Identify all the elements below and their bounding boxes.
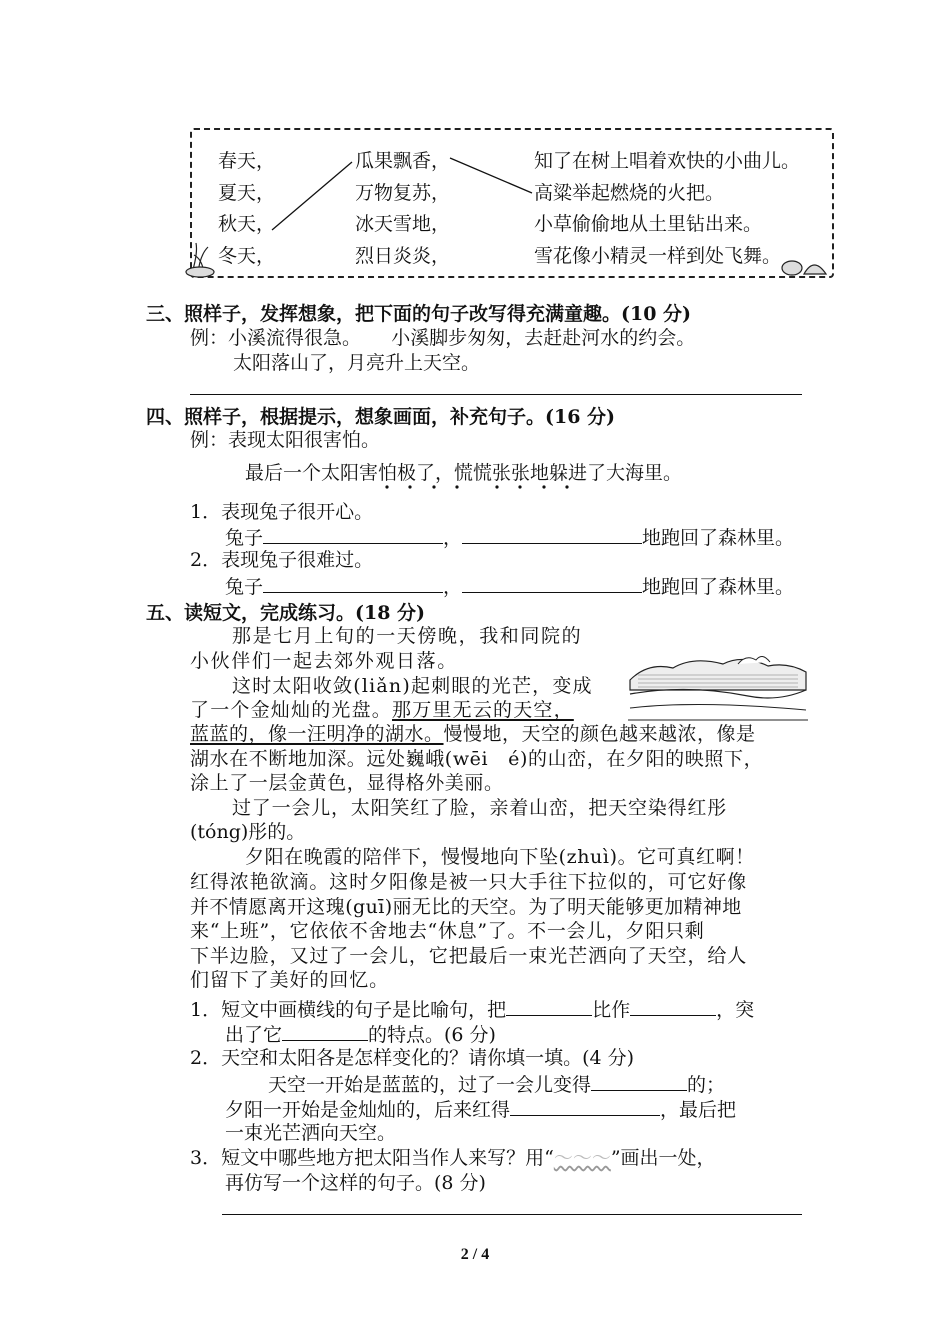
section3-example: 例：小溪流得很急。 小溪脚步匆匆，去赶赴河水的约会。: [190, 327, 696, 349]
plant-icon: [186, 243, 214, 277]
section5-q2-line1: 天空一开始是蓝蓝的，过了一会儿变得 的；: [268, 1071, 725, 1097]
q5-1-blank-2[interactable]: [630, 996, 716, 1016]
section4-q2: 2．表现兔子很难过。: [190, 549, 374, 571]
metaphor-underline-1: 那万里无云的天空，: [392, 699, 574, 721]
q2-blank-2[interactable]: [462, 573, 642, 593]
match-line-autumn-fruit: [272, 162, 352, 230]
section5-q2-line2: 夕阳一开始是金灿灿的，后来红得 ，最后把: [225, 1096, 736, 1122]
q1-blank-2[interactable]: [462, 524, 642, 544]
section4-example-sentence: 最后一个太阳害怕极了，慌慌张张地躲进了大海里。: [245, 462, 683, 484]
match-col-2: 瓜果飘香， 万物复苏， 冰天雪地， 烈日炎炎，: [355, 150, 451, 267]
passage-p2b: 了一个金灿灿的光盘。那万里无云的天空，: [190, 699, 574, 721]
section3-heading: 三、照样子，发挥想象，把下面的句子改写得充满童趣。(10 分): [146, 303, 692, 325]
q5-2-blank-2[interactable]: [510, 1096, 660, 1116]
section4-q2-line: 兔子 ， 地跑回了森林里。: [225, 573, 794, 599]
section4-heading: 四、照样子，根据提示，想象画面，补充句子。(16 分): [146, 406, 616, 428]
q5-1-blank-1[interactable]: [506, 996, 592, 1016]
passage-p4d: 来“上班”，它依依不舍地去“休息”了。不一会儿，夕阳只剩: [190, 920, 705, 942]
passage-p2d: 湖水在不断地加深。远处巍峨(wēi é)的山峦，在夕阳的映照下，: [190, 748, 764, 770]
passage-p3a: 过了一会儿，太阳笑红了脸，亲着山峦，把天空染得红彤: [232, 797, 728, 819]
q2-blank-1[interactable]: [263, 573, 443, 593]
q1-blank-1[interactable]: [263, 524, 443, 544]
passage-p4c: 并不情愿离开这瑰(guī)丽无比的天空。为了明天能够更加精神地: [190, 896, 742, 918]
match-col-3: 知了在树上唱着欢快的小曲儿。 高粱举起燃烧的火把。 小草偷偷地从土里钻出来。 雪花像小精灵一样到处飞舞。: [534, 150, 801, 267]
passage-p2e: 涂上了一层金黄色，显得格外美丽。: [190, 772, 504, 794]
passage-p1a: 那是七月上旬的一天傍晚，我和同院的: [232, 625, 583, 647]
passage-p4f: 们留下了美好的回忆。: [190, 969, 390, 991]
mountain-sunset-illustration: [628, 650, 808, 722]
section5-q2: 2．天空和太阳各是怎样变化的？请你填一填。(4 分): [190, 1047, 635, 1069]
section5-q3-line2: 再仿写一个这样的句子。(8 分): [225, 1172, 486, 1194]
wavy-line-mark: ～～～: [553, 1147, 611, 1169]
page-number: 2 / 4: [460, 1246, 490, 1263]
section3-answer-line[interactable]: [190, 394, 802, 395]
section5-q1-line2: 出了它 的特点。(6 分): [225, 1021, 496, 1047]
section5-q1-line1: 1．短文中画横线的句子是比喻句，把 比作 ，突: [190, 996, 754, 1022]
match-line-fruit-sorghum: [450, 158, 532, 193]
passage-p1b: 小伙伴们一起去郊外观日落。: [190, 650, 458, 672]
section5-q3-answer-line[interactable]: [222, 1214, 802, 1215]
match-col-1: 春天， 夏天， 秋天， 冬天，: [218, 150, 276, 267]
passage-p3b: (tóng)彤的。: [190, 821, 306, 843]
emphasis-dots: [380, 482, 580, 492]
section5-q3-line1: 3．短文中哪些地方把太阳当作人来写？用“～～～”画出一处，: [190, 1147, 716, 1169]
q5-2-blank-1[interactable]: [591, 1071, 687, 1091]
section4-q1: 1．表现兔子很开心。: [190, 501, 374, 523]
q5-1-blank-3[interactable]: [282, 1021, 368, 1041]
passage-p4e: 下半边脸，又过了一会儿，它把最后一束光芒洒向了天空，给人: [190, 945, 748, 967]
passage-p2a: 这时太阳收敛(liǎn)起刺眼的光芒，变成: [232, 675, 593, 697]
metaphor-underline-2: 蓝蓝的，像一汪明净的湖水。: [190, 723, 444, 745]
section3-question: 太阳落山了，月亮升上天空。: [233, 352, 481, 374]
section4-q1-line: 兔子 ， 地跑回了森林里。: [225, 524, 794, 550]
section5-heading: 五、读短文，完成练习。(18 分): [146, 602, 426, 624]
section4-example-label: 例：表现太阳很害怕。: [190, 429, 381, 451]
passage-p4b: 红得浓艳欲滴。这时夕阳像是被一只大手往下拉似的，可它好像: [190, 871, 748, 893]
section5-q2-line3: 一束光芒洒向天空。: [225, 1122, 397, 1144]
passage-p4a: 夕阳在晚霞的陪伴下，慢慢地向下坠(zhuì)。它可真红啊！: [245, 846, 755, 868]
passage-p2c: 蓝蓝的，像一汪明净的湖水。慢慢地，天空的颜色越来越浓，像是: [190, 723, 756, 745]
